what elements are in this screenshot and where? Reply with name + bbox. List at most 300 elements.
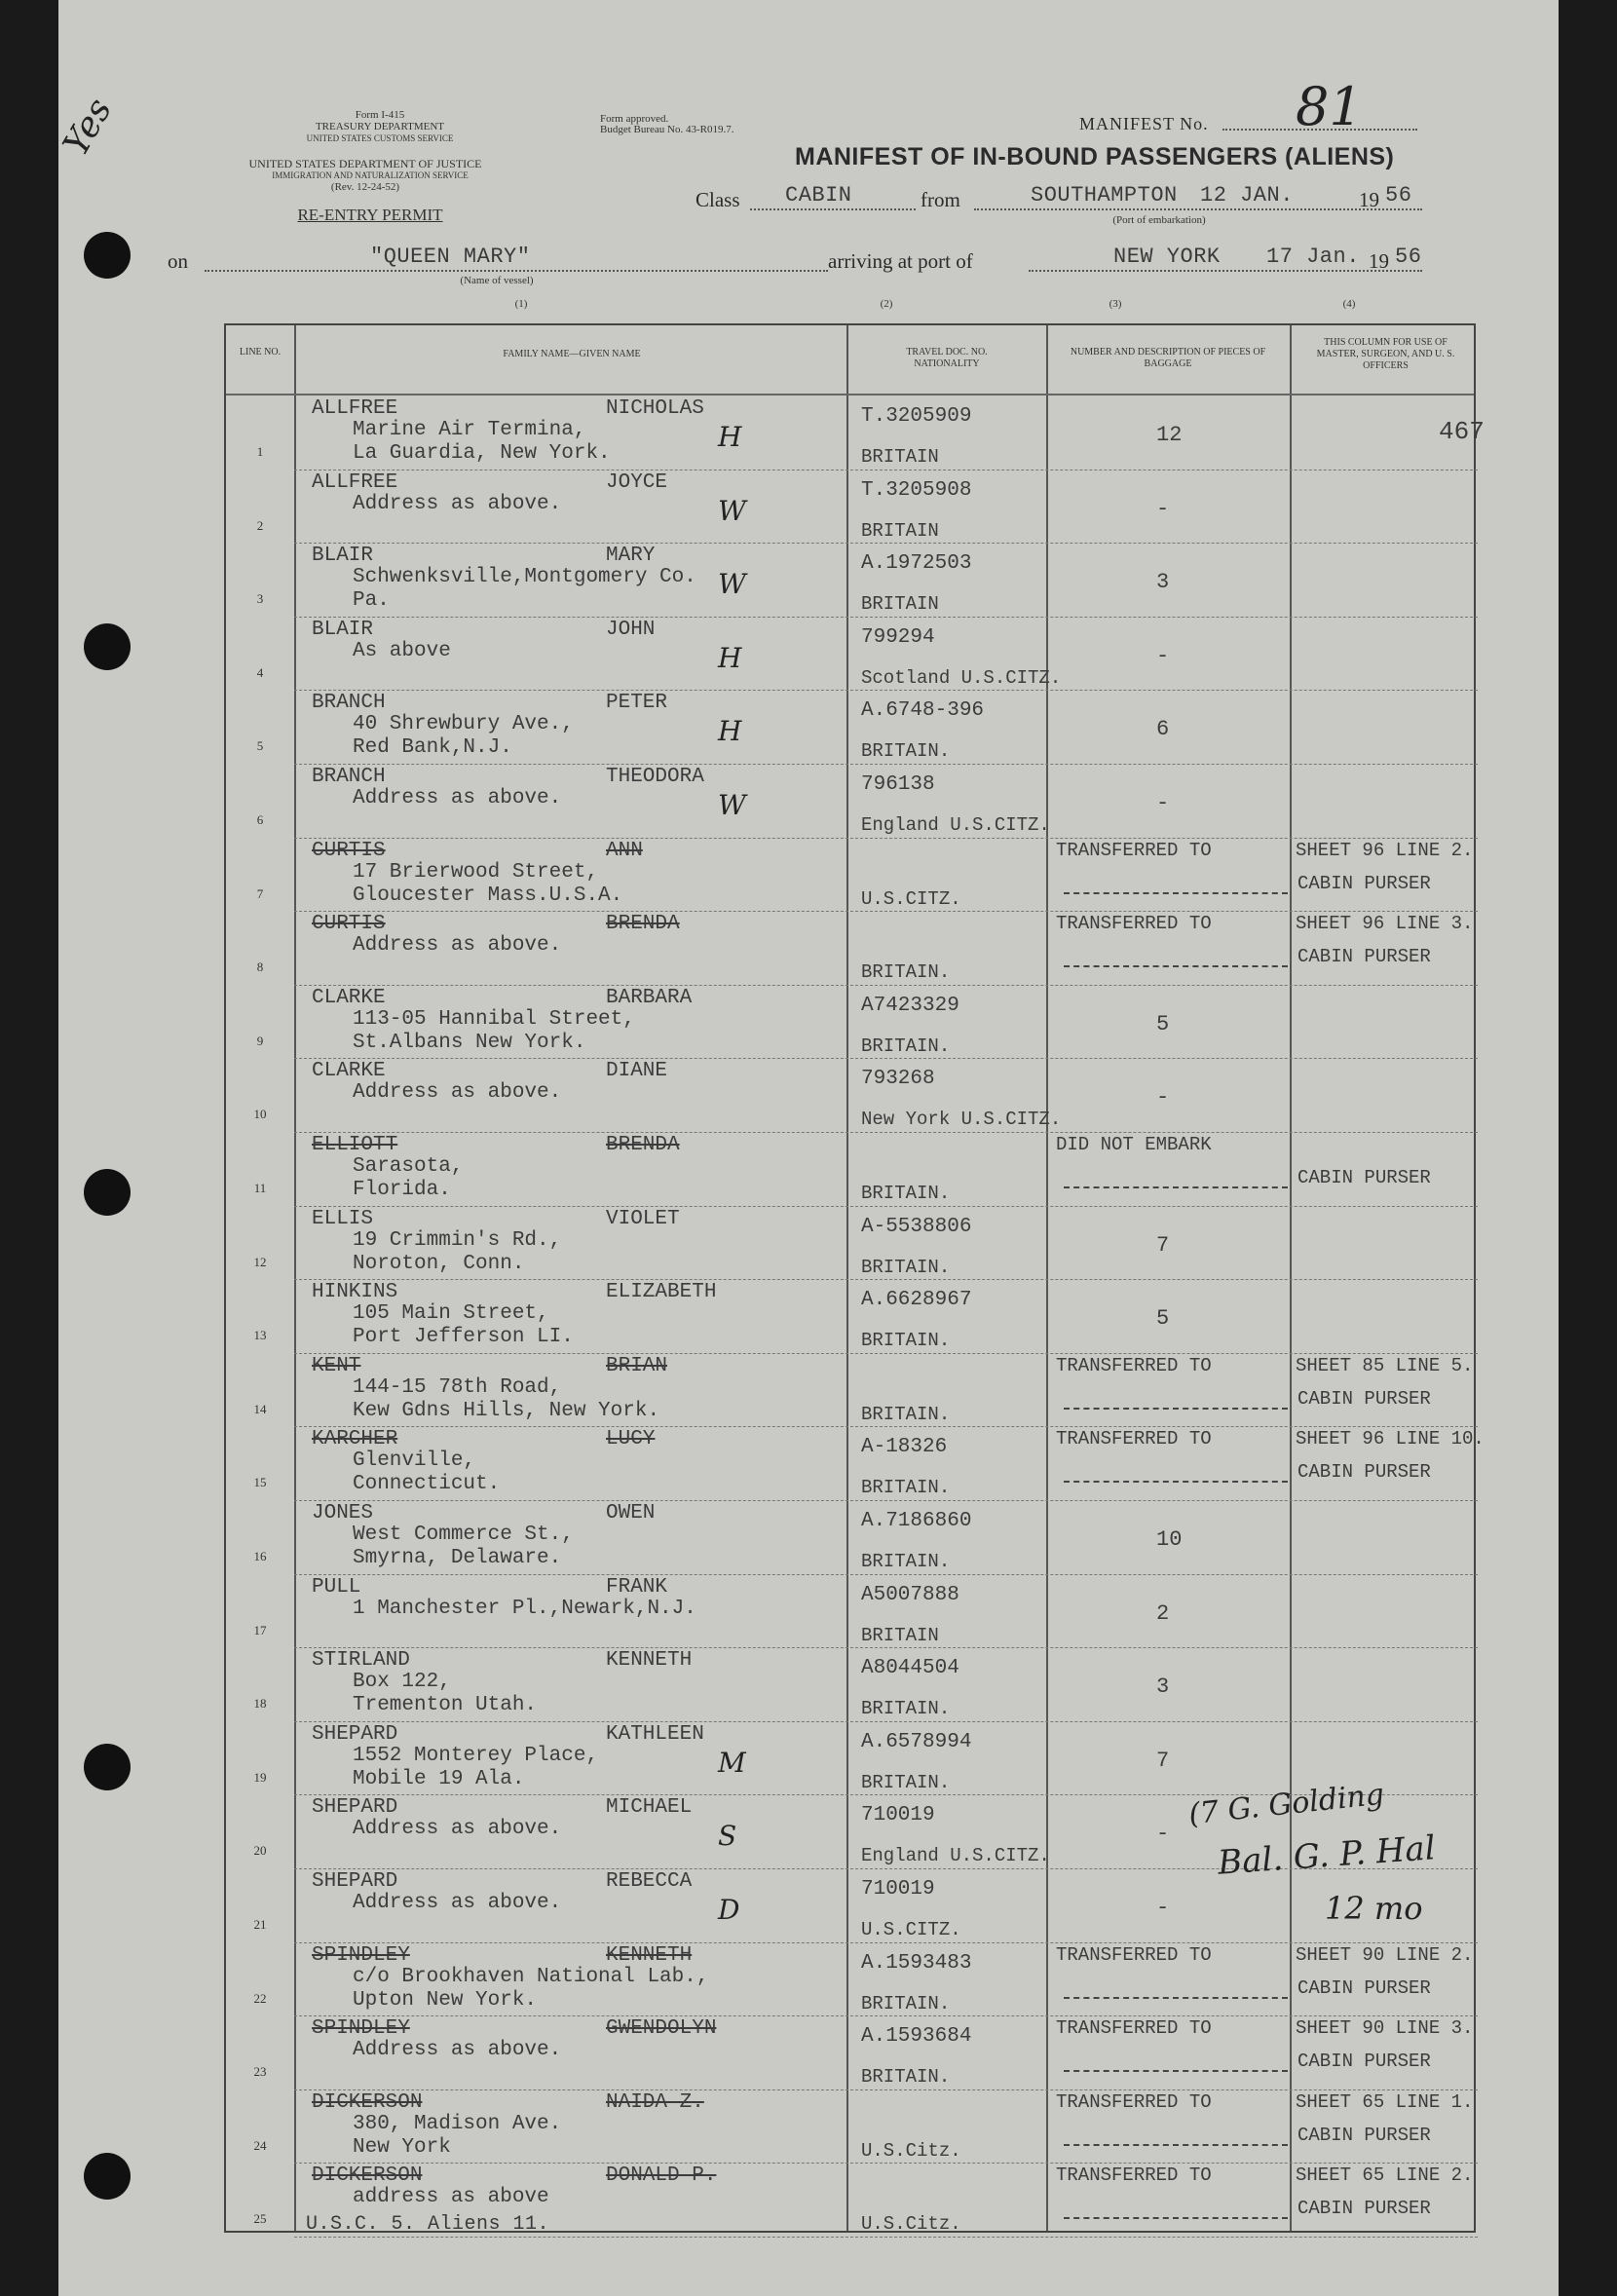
given-name: DONALD P. bbox=[606, 2164, 717, 2188]
line-number: 13 bbox=[253, 1328, 267, 1343]
manifest-number: 81 bbox=[1296, 76, 1363, 137]
passenger-table bbox=[224, 323, 1485, 2236]
table-row bbox=[226, 766, 1478, 840]
address-line-2: Smyrna, Delaware. bbox=[353, 1547, 562, 1569]
baggage-transfer-note: TRANSFERRED TO bbox=[1056, 839, 1212, 861]
cabin-purser: CABIN PURSER bbox=[1297, 946, 1431, 968]
address-line-1: 1552 Monterey Place, bbox=[353, 1744, 599, 1767]
address-line-2: Trementon Utah. bbox=[353, 1694, 538, 1717]
nationality: U.S.Citz. bbox=[861, 2139, 961, 2162]
binder-hole bbox=[84, 232, 131, 279]
travel-doc-number: A.1593684 bbox=[861, 2025, 972, 2049]
cabin-purser: CABIN PURSER bbox=[1297, 1461, 1431, 1484]
table-row bbox=[226, 397, 1485, 471]
manifest-title: MANIFEST OF IN-BOUND PASSENGERS (ALIENS) bbox=[795, 143, 1395, 170]
purser-signature-line bbox=[1064, 2070, 1288, 2072]
nationality: Scotland U.S.CITZ. bbox=[861, 666, 1062, 689]
nationality: BRITAIN bbox=[861, 446, 939, 468]
family-name: ELLIS bbox=[312, 1207, 374, 1230]
given-name: MICHAEL bbox=[606, 1796, 693, 1820]
form-number: Form I-415 bbox=[355, 109, 405, 121]
line-number: 5 bbox=[256, 738, 264, 754]
travel-doc-number: A.6628967 bbox=[861, 1289, 972, 1312]
ins-label: IMMIGRATION AND NATURALIZATION SERVICE bbox=[272, 170, 469, 180]
given-name: BRENDA bbox=[606, 913, 680, 936]
row-separator bbox=[294, 1942, 1478, 1943]
row-separator bbox=[294, 2237, 1478, 2238]
nationality: U.S.CITZ. bbox=[861, 887, 961, 910]
address-line-2: New York bbox=[353, 2135, 451, 2159]
travel-doc-number: A.1593483 bbox=[861, 1951, 972, 1975]
address-line-2: Red Bank,N.J. bbox=[353, 736, 512, 760]
transfer-sheet-line: SHEET 96 LINE 2. bbox=[1296, 839, 1474, 861]
address-line-1: 19 Crimmin's Rd., bbox=[353, 1228, 562, 1252]
table-row bbox=[226, 1281, 1478, 1355]
line-number: 8 bbox=[256, 960, 264, 975]
official-mark: H bbox=[718, 641, 742, 674]
line-number: 6 bbox=[256, 812, 264, 827]
nationality: BRITAIN. bbox=[861, 1403, 951, 1425]
nationality: England U.S.CITZ. bbox=[861, 814, 1050, 836]
table-row bbox=[226, 471, 1478, 546]
line-number: 11 bbox=[253, 1181, 267, 1195]
family-name: ELLIOTT bbox=[312, 1134, 398, 1156]
line-number: 12 bbox=[253, 1254, 267, 1269]
purser-signature-line bbox=[1064, 1997, 1288, 1999]
line-number: 18 bbox=[253, 1696, 267, 1712]
line-number: 9 bbox=[256, 1033, 264, 1048]
address-line-1: Address as above. bbox=[353, 2039, 562, 2062]
family-name: PULL bbox=[312, 1575, 361, 1599]
binder-hole bbox=[84, 1169, 131, 1216]
address-line-2: Gloucester Mass.U.S.A. bbox=[353, 884, 623, 907]
address-line-1: Marine Air Termina, bbox=[353, 419, 586, 441]
line-number: 22 bbox=[253, 1990, 267, 2006]
family-name: CURTIS bbox=[312, 839, 386, 862]
given-name: VIOLET bbox=[606, 1207, 680, 1230]
purser-signature-line bbox=[1064, 892, 1288, 894]
address-line-1: 380, Madison Ave. bbox=[353, 2112, 562, 2135]
official-mark: M bbox=[718, 1746, 746, 1779]
address-line-1: Glenville, bbox=[353, 1449, 476, 1473]
nationality: BRITAIN. bbox=[861, 1183, 951, 1204]
row-separator bbox=[294, 2015, 1478, 2016]
footer-summary: U.S.C. 5. Aliens 11. bbox=[306, 2213, 550, 2236]
from-label: from bbox=[921, 188, 960, 211]
family-name: BLAIR bbox=[312, 545, 374, 568]
cabin-purser: CABIN PURSER bbox=[1297, 2198, 1431, 2220]
row-separator bbox=[294, 1058, 1478, 1059]
row-separator bbox=[294, 838, 1478, 839]
nationality: BRITAIN. bbox=[861, 1035, 951, 1057]
row-separator bbox=[294, 1206, 1478, 1207]
line-number: 4 bbox=[256, 664, 264, 680]
address-line-1: 40 Shrewbury Ave., bbox=[353, 713, 574, 736]
travel-doc-number: 793268 bbox=[861, 1068, 935, 1091]
address-line-1: Address as above. bbox=[353, 1818, 562, 1841]
baggage-transfer-note: TRANSFERRED TO bbox=[1056, 1943, 1212, 1966]
table-row bbox=[226, 1723, 1478, 1797]
col-header-name: FAMILY NAME—GIVEN NAME bbox=[503, 349, 641, 359]
col-header-travel-doc: TRAVEL DOC. NO. NATIONALITY bbox=[906, 347, 988, 369]
vessel-name: "QUEEN MARY" bbox=[370, 245, 531, 269]
given-name: PETER bbox=[606, 692, 668, 715]
table-row bbox=[226, 692, 1478, 766]
travel-doc-number: A.6748-396 bbox=[861, 699, 985, 723]
baggage-count: 12 bbox=[1156, 423, 1183, 447]
row-separator bbox=[294, 1132, 1478, 1133]
nationality: BRITAIN bbox=[861, 519, 939, 542]
given-name: LUCY bbox=[606, 1428, 656, 1451]
form-approved: Form approved. bbox=[600, 113, 669, 125]
line-number: 1 bbox=[256, 444, 264, 459]
nationality: New York U.S.CITZ. bbox=[861, 1109, 1062, 1131]
row-separator bbox=[294, 690, 1478, 691]
family-name: JONES bbox=[312, 1502, 374, 1524]
purser-signature-line bbox=[1064, 1408, 1288, 1410]
given-name: ANN bbox=[606, 839, 643, 862]
table-row bbox=[226, 1502, 1478, 1576]
row-separator bbox=[294, 1721, 1478, 1722]
line-number: 15 bbox=[253, 1475, 267, 1490]
address-line-1: Sarasota, bbox=[353, 1155, 464, 1178]
baggage-transfer-note: TRANSFERRED TO bbox=[1056, 913, 1212, 935]
official-mark: W bbox=[718, 494, 746, 527]
official-mark: H bbox=[718, 421, 742, 453]
cabin-purser: CABIN PURSER bbox=[1297, 2124, 1431, 2146]
table-row bbox=[226, 1428, 1485, 1502]
baggage-transfer-note: TRANSFERRED TO bbox=[1056, 2164, 1212, 2187]
given-name: BARBARA bbox=[606, 986, 693, 1009]
binder-hole bbox=[84, 623, 131, 670]
given-name: NAIDA Z. bbox=[606, 2090, 704, 2114]
transfer-sheet-line: SHEET 96 LINE 3. bbox=[1296, 913, 1474, 935]
baggage-count: - bbox=[1156, 643, 1170, 668]
reentry-permit: RE-ENTRY PERMIT bbox=[297, 206, 443, 224]
col-num-3: (3) bbox=[1109, 298, 1122, 310]
baggage-count: - bbox=[1156, 1085, 1170, 1110]
address-line-2: La Guardia, New York. bbox=[353, 442, 611, 465]
address-line-2: Noroton, Conn. bbox=[353, 1252, 525, 1275]
table-row bbox=[226, 1576, 1478, 1650]
given-name: JOYCE bbox=[606, 470, 668, 494]
nationality: BRITAIN. bbox=[861, 1477, 951, 1499]
given-name: BRIAN bbox=[606, 1354, 668, 1377]
table-row bbox=[226, 913, 1478, 987]
address-line-1: 144-15 78th Road, bbox=[353, 1375, 562, 1399]
table-row bbox=[226, 545, 1478, 619]
purser-signature-line bbox=[1064, 2144, 1288, 2146]
official-mark: D bbox=[718, 1894, 740, 1926]
manifest-page bbox=[58, 0, 1559, 2296]
departure-date: 12 JAN. bbox=[1200, 183, 1294, 207]
family-name: DICKERSON bbox=[312, 2090, 423, 2114]
address-line-1: Address as above. bbox=[353, 1892, 562, 1914]
line-number: 19 bbox=[253, 1769, 267, 1785]
baggage-count: 3 bbox=[1156, 1675, 1170, 1700]
budget-bureau: Budget Bureau No. 43-R019.7. bbox=[600, 124, 734, 135]
col-num-4: (4) bbox=[1342, 298, 1356, 310]
address-line-2: Pa. bbox=[353, 589, 390, 613]
nationality: BRITAIN. bbox=[861, 1992, 951, 2014]
family-name: CLARKE bbox=[312, 986, 386, 1009]
nationality: BRITAIN. bbox=[861, 961, 951, 984]
given-name: KATHLEEN bbox=[606, 1722, 704, 1746]
official-mark: H bbox=[718, 715, 742, 748]
class-value: CABIN bbox=[785, 183, 852, 207]
departure-year: 56 bbox=[1385, 183, 1412, 207]
travel-doc-number: A.7186860 bbox=[861, 1510, 972, 1532]
baggage-count: 10 bbox=[1156, 1527, 1183, 1552]
baggage-transfer-note: TRANSFERRED TO bbox=[1056, 1354, 1212, 1376]
travel-doc-number: A7423329 bbox=[861, 994, 959, 1017]
officer-annotation-2: Bal. G. P. Hal bbox=[1216, 1828, 1437, 1883]
arrival-date: 17 Jan. bbox=[1266, 245, 1360, 269]
col-header-baggage: NUMBER AND DESCRIPTION OF PIECES OF BAGGAGE bbox=[1070, 347, 1266, 369]
nationality: BRITAIN. bbox=[861, 1551, 951, 1572]
col-header-officers: THIS COLUMN FOR USE OF MASTER, SURGEON, AND U. S. OFFICERS bbox=[1316, 337, 1455, 371]
manifest-number-label: MANIFEST No. bbox=[1079, 114, 1209, 133]
baggage-transfer-note: TRANSFERRED TO bbox=[1056, 2090, 1212, 2113]
given-name: REBECCA bbox=[606, 1870, 693, 1893]
table-row bbox=[226, 1060, 1478, 1134]
family-name: ALLFREE bbox=[312, 470, 398, 494]
nationality: BRITAIN. bbox=[861, 1698, 951, 1720]
table-row bbox=[226, 1649, 1478, 1723]
baggage-count: 3 bbox=[1156, 570, 1170, 595]
address-line-2: Upton New York. bbox=[353, 1988, 538, 2012]
table-row bbox=[226, 1134, 1478, 1208]
family-name: DICKERSON bbox=[312, 2164, 423, 2188]
family-name: SPINDLEY bbox=[312, 2017, 410, 2041]
given-name: KENNETH bbox=[606, 1943, 693, 1967]
official-mark: W bbox=[718, 568, 746, 601]
address-line-1: Address as above. bbox=[353, 1081, 562, 1105]
nationality: BRITAIN. bbox=[861, 1256, 951, 1278]
arriving-label: arriving at port of bbox=[828, 249, 973, 273]
family-name: STIRLAND bbox=[312, 1649, 410, 1673]
corner-mark: Yes bbox=[56, 92, 121, 163]
class-label: Class bbox=[696, 188, 740, 211]
baggage-count: 6 bbox=[1156, 717, 1170, 742]
family-name: BLAIR bbox=[312, 618, 374, 641]
port-embarkation-caption: (Port of embarkation) bbox=[1112, 214, 1206, 226]
nationality: BRITAIN. bbox=[861, 2066, 951, 2089]
table-row bbox=[226, 1208, 1478, 1282]
cabin-purser: CABIN PURSER bbox=[1297, 872, 1431, 894]
line-number: 25 bbox=[253, 2211, 267, 2227]
line-number: 14 bbox=[253, 1401, 267, 1416]
row-separator bbox=[294, 543, 1478, 544]
address-line-1: 113-05 Hannibal Street, bbox=[353, 1007, 635, 1031]
binder-hole bbox=[84, 2153, 131, 2200]
row-separator bbox=[294, 1353, 1478, 1354]
row-separator bbox=[294, 985, 1478, 986]
purser-signature-line bbox=[1064, 1481, 1288, 1483]
row-separator bbox=[294, 1574, 1478, 1575]
given-name: GWENDOLYN bbox=[606, 2017, 717, 2041]
transfer-sheet-line: SHEET 65 LINE 1. bbox=[1296, 2090, 1474, 2113]
given-name: BRENDA bbox=[606, 1134, 680, 1156]
table-row bbox=[226, 1870, 1478, 1944]
baggage-count: 7 bbox=[1156, 1232, 1170, 1258]
nationality: BRITAIN bbox=[861, 593, 939, 616]
transfer-sheet-line: SHEET 85 LINE 5. bbox=[1296, 1354, 1474, 1376]
row-separator bbox=[294, 2163, 1478, 2164]
row-separator bbox=[294, 617, 1478, 618]
travel-doc-number: A.6578994 bbox=[861, 1730, 972, 1753]
line-number: 17 bbox=[253, 1622, 267, 1637]
baggage-transfer-note: DID NOT EMBARK bbox=[1056, 1134, 1212, 1155]
nationality: BRITAIN. bbox=[861, 1771, 951, 1793]
address-line-1: Address as above. bbox=[353, 787, 562, 809]
customs-service: UNITED STATES CUSTOMS SERVICE bbox=[306, 133, 454, 143]
travel-doc-number: A5007888 bbox=[861, 1583, 959, 1606]
given-name: FRANK bbox=[606, 1575, 668, 1599]
purser-signature-line bbox=[1064, 1186, 1288, 1188]
family-name: KENT bbox=[312, 1354, 361, 1377]
col-num-1: (1) bbox=[514, 298, 528, 310]
purser-signature-line bbox=[1064, 965, 1288, 967]
on-label: on bbox=[168, 249, 188, 273]
address-line-1: address as above bbox=[353, 2186, 549, 2209]
given-name: THEODORA bbox=[606, 766, 704, 788]
line-number: 7 bbox=[256, 885, 264, 901]
family-name: SHEPARD bbox=[312, 1722, 398, 1746]
officer-column-value: 467 bbox=[1439, 417, 1485, 446]
from-value: SOUTHAMPTON bbox=[1031, 183, 1178, 207]
baggage-count: 7 bbox=[1156, 1748, 1170, 1773]
year-prefix-2: 19 bbox=[1369, 249, 1389, 273]
table-row bbox=[226, 619, 1478, 693]
address-line-2: Port Jefferson LI. bbox=[353, 1326, 574, 1349]
purser-signature-line bbox=[1064, 2217, 1288, 2219]
cabin-purser: CABIN PURSER bbox=[1297, 1167, 1431, 1188]
official-mark: W bbox=[718, 789, 746, 821]
col-num-2: (2) bbox=[880, 298, 893, 310]
address-line-1: Schwenksville,Montgomery Co. bbox=[353, 566, 696, 589]
table-row bbox=[226, 840, 1478, 914]
given-name: OWEN bbox=[606, 1502, 656, 1524]
address-line-1: 105 Main Street, bbox=[353, 1302, 549, 1326]
row-separator bbox=[294, 1500, 1478, 1501]
address-line-1: 1 Manchester Pl.,Newark,N.J. bbox=[353, 1597, 696, 1620]
given-name: NICHOLAS bbox=[606, 397, 704, 420]
table-row bbox=[226, 1355, 1478, 1429]
table-row bbox=[226, 1944, 1478, 2018]
row-separator bbox=[294, 764, 1478, 765]
arrival-year: 56 bbox=[1395, 245, 1422, 269]
address-line-2: St.Albans New York. bbox=[353, 1031, 586, 1054]
table-row bbox=[226, 2091, 1478, 2165]
officer-annotation-3: 12 mo bbox=[1325, 1890, 1423, 1927]
address-line-1: Address as above. bbox=[353, 492, 562, 515]
baggage-count: - bbox=[1156, 1896, 1170, 1920]
nationality: BRITAIN. bbox=[861, 740, 951, 763]
baggage-count: - bbox=[1156, 1822, 1170, 1847]
travel-doc-number: 796138 bbox=[861, 773, 935, 796]
transfer-sheet-line: SHEET 90 LINE 2. bbox=[1296, 1943, 1474, 1966]
arrival-port: NEW YORK bbox=[1113, 245, 1221, 269]
baggage-count: 5 bbox=[1156, 1306, 1170, 1332]
line-number: 10 bbox=[253, 1107, 267, 1122]
official-mark: S bbox=[718, 1820, 737, 1853]
given-name: DIANE bbox=[606, 1060, 668, 1083]
address-line-1: Box 122, bbox=[353, 1671, 451, 1694]
row-separator bbox=[294, 911, 1478, 912]
address-line-2: Mobile 19 Ala. bbox=[353, 1767, 525, 1790]
family-name: CLARKE bbox=[312, 1060, 386, 1083]
line-number: 24 bbox=[253, 2137, 267, 2153]
table-row bbox=[226, 987, 1478, 1061]
address-line-1: 17 Brierwood Street, bbox=[353, 860, 599, 884]
vessel-caption: (Name of vessel) bbox=[460, 275, 534, 286]
given-name: KENNETH bbox=[606, 1649, 693, 1673]
row-separator bbox=[294, 1647, 1478, 1648]
travel-doc-number: A.1972503 bbox=[861, 552, 972, 576]
address-line-2: Connecticut. bbox=[353, 1473, 501, 1496]
line-number: 2 bbox=[256, 517, 264, 533]
given-name: JOHN bbox=[606, 618, 656, 641]
row-separator bbox=[294, 1279, 1478, 1280]
transfer-sheet-line: SHEET 90 LINE 3. bbox=[1296, 2017, 1474, 2040]
officer-annotation-1: (7 G. Golding bbox=[1186, 1777, 1386, 1832]
line-number: 16 bbox=[253, 1549, 267, 1563]
cabin-purser: CABIN PURSER bbox=[1297, 1976, 1431, 1999]
address-line-2: Florida. bbox=[353, 1179, 451, 1201]
treasury-department: TREASURY DEPARTMENT bbox=[315, 121, 445, 132]
row-separator bbox=[294, 2089, 1478, 2090]
family-name: KARCHER bbox=[312, 1428, 398, 1451]
year-prefix-1: 19 bbox=[1359, 188, 1379, 211]
baggage-count: - bbox=[1156, 496, 1170, 521]
given-name: MARY bbox=[606, 545, 656, 568]
family-name: SHEPARD bbox=[312, 1870, 398, 1893]
travel-doc-number: A-5538806 bbox=[861, 1215, 972, 1238]
address-line-1: As above bbox=[353, 639, 451, 662]
address-line-1: c/o Brookhaven National Lab., bbox=[353, 1965, 709, 1988]
baggage-transfer-note: TRANSFERRED TO bbox=[1056, 1428, 1212, 1450]
family-name: SPINDLEY bbox=[312, 1943, 410, 1967]
line-number: 3 bbox=[256, 591, 264, 607]
baggage-count: - bbox=[1156, 791, 1170, 815]
binder-hole bbox=[84, 1744, 131, 1790]
nationality: BRITAIN bbox=[861, 1624, 939, 1646]
transfer-sheet-line: SHEET 96 LINE 10. bbox=[1296, 1428, 1485, 1450]
given-name: ELIZABETH bbox=[606, 1281, 717, 1304]
baggage-count: 5 bbox=[1156, 1011, 1170, 1036]
revision-label: (Rev. 12-24-52) bbox=[330, 181, 400, 193]
travel-doc-number: 799294 bbox=[861, 625, 935, 649]
baggage-transfer-note: TRANSFERRED TO bbox=[1056, 2017, 1212, 2040]
family-name: HINKINS bbox=[312, 1281, 398, 1304]
baggage-count: 2 bbox=[1156, 1600, 1170, 1626]
cabin-purser: CABIN PURSER bbox=[1297, 1387, 1431, 1410]
travel-doc-number: 710019 bbox=[861, 1804, 935, 1827]
travel-doc-number: T.3205908 bbox=[861, 478, 972, 502]
row-separator bbox=[294, 1426, 1478, 1427]
address-line-1: Address as above. bbox=[353, 934, 562, 958]
travel-doc-number: T.3205909 bbox=[861, 405, 972, 428]
family-name: BRANCH bbox=[312, 766, 386, 788]
cabin-purser: CABIN PURSER bbox=[1297, 2051, 1431, 2073]
address-line-2: Kew Gdns Hills, New York. bbox=[353, 1399, 660, 1422]
line-number: 23 bbox=[253, 2064, 267, 2080]
address-line-1: West Commerce St., bbox=[353, 1524, 574, 1546]
travel-doc-number: A-18326 bbox=[861, 1436, 948, 1459]
family-name: BRANCH bbox=[312, 692, 386, 715]
travel-doc-number: A8044504 bbox=[861, 1657, 959, 1680]
